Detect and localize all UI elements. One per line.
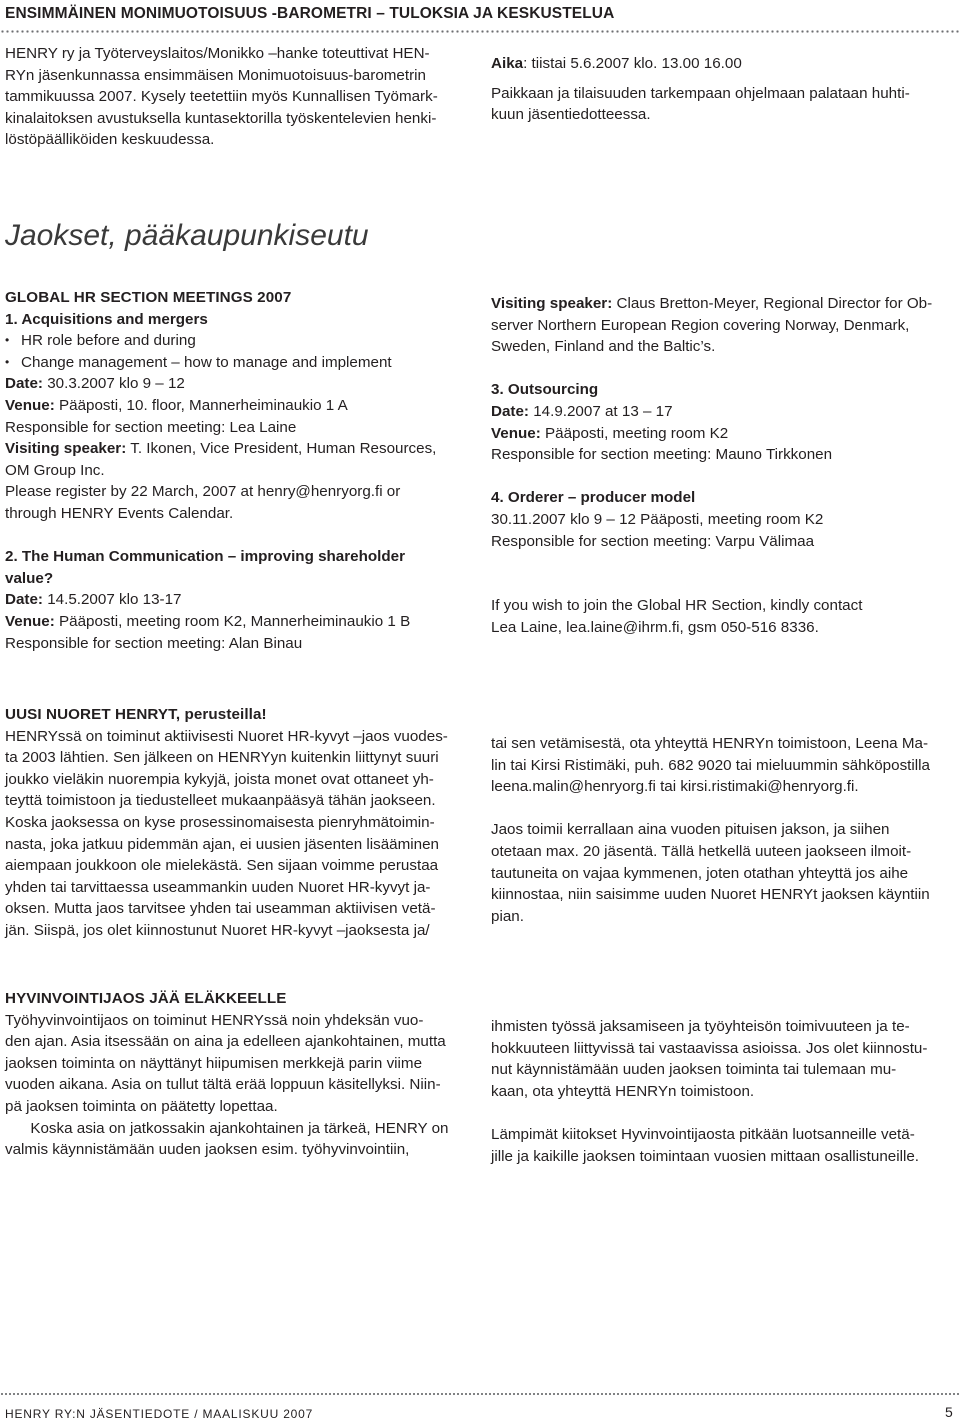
item1-register: through HENRY Events Calendar.	[5, 504, 234, 522]
nuoret-line: oksen. Mutta jaos tarvitsee yhden tai useamman aktiivisen vetä-	[5, 900, 436, 918]
speaker-value: T. Ikonen, Vice President, Human Resources,	[126, 440, 437, 458]
right-speaker	[491, 293, 956, 315]
hyvinvointi-right-line: jille ja kaikille jaoksen toimintaan vuosien mittaan osallistuneille.	[491, 1147, 920, 1165]
nuoret-line: jän. Siispä, jos olet kiinnostunut Nuoret HR-kyvyt –jaoksesta ja/	[5, 921, 430, 939]
item1-bullet: • HR role before and during	[5, 330, 467, 352]
nuoret-line: HENRYssä on toiminut aktiivisesti Nuoret HR-kyvyt –jaos vuodes-	[5, 727, 448, 745]
spacer	[491, 552, 956, 595]
footer-publication: HENRY RY:N JÄSENTIEDOTE / MAALISKUU 2007	[5, 1407, 314, 1421]
nuoret-line: ta 2003 lähtien. Sen jälkeen on HENRYyn kuitenkin liittynyt suuri	[5, 749, 439, 767]
contact-line: If you wish to join the Global HR Section, kindly contact	[491, 597, 863, 615]
page-number: 5	[945, 1404, 953, 1420]
item1-venue	[5, 395, 467, 417]
item2-title-cont: value?	[5, 569, 54, 587]
item1-register: Please register by 22 March, 2007 at henry@henryorg.fi or	[5, 483, 401, 501]
intro-right-line: kuun jäsentiedotteessa.	[491, 106, 651, 124]
date-value: 30.3.2007 klo 9 – 12	[42, 375, 185, 393]
hyvinvointi-left	[5, 988, 467, 1161]
section-title: Jaokset, pääkaupunkiseutu	[5, 219, 369, 252]
hyvinvointi-line: pä jaoksen toiminta on päätetty lopettaa.	[5, 1097, 278, 1115]
nuoret-line: teyttä toimistoon ja tiedustelleet mukaanpääsyä tähän jaokseen.	[5, 792, 436, 810]
speaker-value: Claus Bretton-Meyer, Regional Director for Ob-	[612, 295, 933, 312]
venue-label: Venue:	[491, 424, 541, 442]
speaker-label: Visiting speaker:	[5, 440, 127, 458]
intro-line: kinalaitoksen avustuksella kuntasektorilla työskentelevien henki-	[5, 109, 437, 127]
nuoret-line: nasta, joka jatkuu pidemmän ajan, ei uusien jäsenten lisääminen	[5, 835, 439, 853]
date-value: 14.5.2007 klo 13-17	[42, 591, 182, 609]
date-label: Date:	[5, 591, 43, 609]
nuoret-right-line: Jaos toimii kerrallaan aina vuoden pituisen jakson, ja siihen	[491, 821, 890, 839]
hyvinvointi-heading: HYVINVOINTIJAOS JÄÄ ELÄKKEELLE	[5, 990, 287, 1007]
nuoret-right-line: tai sen vetämisestä, ota yhteyttä HENRYn toimistoon, Leena Ma-	[491, 735, 928, 752]
right-speaker-cont: Sweden, Finland and the Baltic’s.	[491, 338, 716, 356]
nuoret-right-line: pian.	[491, 907, 524, 925]
speaker-label: Visiting speaker:	[491, 295, 613, 312]
item1-title: 1. Acquisitions and mergers	[5, 310, 208, 328]
date-label: Date:	[5, 375, 43, 393]
hyvinvointi-line: vuoden aikana. Asia on tullut tältä erää loppuun käsitellyksi. Niin-	[5, 1076, 441, 1094]
item4-title: 4. Orderer – producer model	[491, 489, 696, 507]
spacer	[5, 525, 467, 547]
intro-right-paragraph	[491, 53, 956, 126]
global-hr-right	[491, 293, 956, 639]
spacer	[491, 466, 956, 488]
footer-dotted-rule	[0, 1393, 960, 1395]
nuoret-right	[491, 733, 956, 927]
item4-responsible: Responsible for section meeting: Varpu Välimaa	[491, 532, 815, 550]
nuoret-right-line: lin tai Kirsi Ristimäki, puh. 682 9020 tai mieluummin sähköpostilla	[491, 756, 930, 774]
venue-value: Pääposti, 10. floor, Mannerheiminaukio 1 A	[54, 396, 348, 414]
item3-venue	[491, 423, 956, 445]
hyvinvointi-right-line: kaan, ota yhteyttä HENRYn toimistoon.	[491, 1082, 755, 1100]
nuoret-right-line: leena.malin@henryorg.fi tai kirsi.ristimaki@henryorg.fi.	[491, 778, 859, 796]
item1-speaker	[5, 438, 467, 460]
item3-title: 3. Outsourcing	[491, 381, 599, 399]
item1-bullet: • Change management – how to manage and implement	[5, 352, 467, 374]
item1-responsible: Responsible for section meeting: Lea Laine	[5, 418, 297, 436]
nuoret-right-line: tautuneita on vajaa kymmenen, joten otathan yhteyttä jos aihe	[491, 864, 909, 882]
date-label: Date:	[491, 402, 529, 420]
aika-label: Aika	[491, 55, 524, 72]
item3-responsible: Responsible for section meeting: Mauno Tirkkonen	[491, 446, 833, 464]
item4-line: 30.11.2007 klo 9 – 12 Pääposti, meeting room K2	[491, 510, 824, 528]
nuoret-line: yhden tai tarvittaessa useammankin uuden Nuoret HR-kyvyt ja-	[5, 878, 431, 896]
intro-line: löstöpäälliköiden keskuudessa.	[5, 131, 215, 149]
hyvinvointi-line: Koska asia on jatkossakin ajankohtainen ja tärkeä, HENRY on	[5, 1119, 449, 1137]
hyvinvointi-right-line: ihmisten työssä jaksamiseen ja työyhteisön toimivuuteen ja te-	[491, 1018, 910, 1035]
aika-value: : tiistai 5.6.2007 klo. 13.00 16.00	[523, 55, 742, 72]
intro-line: RYn jäsenkunnassa ensimmäisen Monimuotoisuus-barometrin	[5, 66, 426, 84]
venue-value: Pääposti, meeting room K2, Mannerheiminaukio 1 B	[54, 612, 411, 630]
global-hr-left	[5, 287, 467, 654]
nuoret-right-line: kiinnostaa, niin saisimme uuden Nuoret HENRYt jaoksen käyntiin	[491, 886, 930, 904]
nuoret-line: Koska jaoksessa on kyse prosessinomaisesta pienryhmätoimin-	[5, 813, 435, 831]
hyvinvointi-line: jaoksen toiminta on näyttänyt hiipumisen merkkejä parin viime	[5, 1054, 423, 1072]
page-header-title: ENSIMMÄINEN MONIMUOTOISUUS -BAROMETRI – TULOKSIA JA KESKUSTELUA	[5, 5, 615, 22]
nuoret-right-line: otetaan max. 20 jäsentä. Tällä hetkellä uuteen jaokseen ilmoit-	[491, 842, 912, 860]
hyvinvointi-line: Työhyvinvointijaos on toiminut HENRYssä noin yhdeksän vuo-	[5, 1011, 424, 1029]
aika-line	[491, 53, 956, 75]
item1-speaker-cont: OM Group Inc.	[5, 461, 105, 479]
item3-date	[491, 401, 956, 423]
item2-title: 2. The Human Communication – improving shareholder	[5, 548, 405, 566]
nuoret-line: aiempaan joukkoon ole mielekästä. Sen sijaan voimme perustaa	[5, 857, 439, 875]
hyvinvointi-right-line: Lämpimät kiitokset Hyvinvointijaosta pitkään luotsanneille vetä-	[491, 1125, 915, 1143]
nuoret-line: joukko vieläkin nuorempia kykyjä, joista monet ovat ottaneet yh-	[5, 770, 434, 788]
date-value: 14.9.2007 at 13 – 17	[528, 402, 673, 420]
nuoret-left	[5, 704, 467, 942]
spacer	[491, 358, 956, 380]
venue-label: Venue:	[5, 612, 55, 630]
intro-right-line: Paikkaan ja tilaisuuden tarkempaan ohjelmaan palataan huhti-	[491, 84, 910, 102]
spacer	[491, 1102, 956, 1124]
intro-line: HENRY ry ja Työterveyslaitos/Monikko –hanke toteuttivat HEN-	[5, 45, 430, 62]
intro-line: tammikuussa 2007. Kysely teetettiin myös Kunnallisen Työmark-	[5, 88, 438, 106]
contact-line: Lea Laine, lea.laine@ihrm.fi, gsm 050-516 8336.	[491, 618, 819, 636]
hyvinvointi-line: den ajan. Asia itsessään on aina ja edelleen ajankohtainen, mutta	[5, 1033, 446, 1051]
venue-label: Venue:	[5, 396, 55, 414]
hyvinvointi-right-line: hokkuuteen liittyvissä tai vastaavissa asioissa. Jos olet kiinnostu-	[491, 1039, 928, 1057]
venue-value: Pääposti, meeting room K2	[540, 424, 729, 442]
hyvinvointi-line: valmis käynnistämään uuden jaoksen esim. työhyvinvointiin,	[5, 1141, 410, 1159]
item2-venue	[5, 611, 467, 633]
intro-left-paragraph	[5, 43, 467, 151]
item1-date	[5, 373, 467, 395]
nuoret-heading: UUSI NUORET HENRYT, perusteilla!	[5, 706, 267, 723]
header-dotted-rule	[0, 30, 960, 33]
spacer	[491, 798, 956, 820]
hyvinvointi-right-line: nut käynnistämään uuden jaoksen toiminta tai tulemaan mu-	[491, 1061, 897, 1079]
hyvinvointi-right	[491, 1016, 956, 1167]
global-hr-heading: GLOBAL HR SECTION MEETINGS 2007	[5, 289, 292, 306]
right-speaker-cont: server Northern European Region covering Norway, Denmark,	[491, 316, 910, 334]
item2-responsible: Responsible for section meeting: Alan Binau	[5, 634, 303, 652]
item2-date	[5, 589, 467, 611]
